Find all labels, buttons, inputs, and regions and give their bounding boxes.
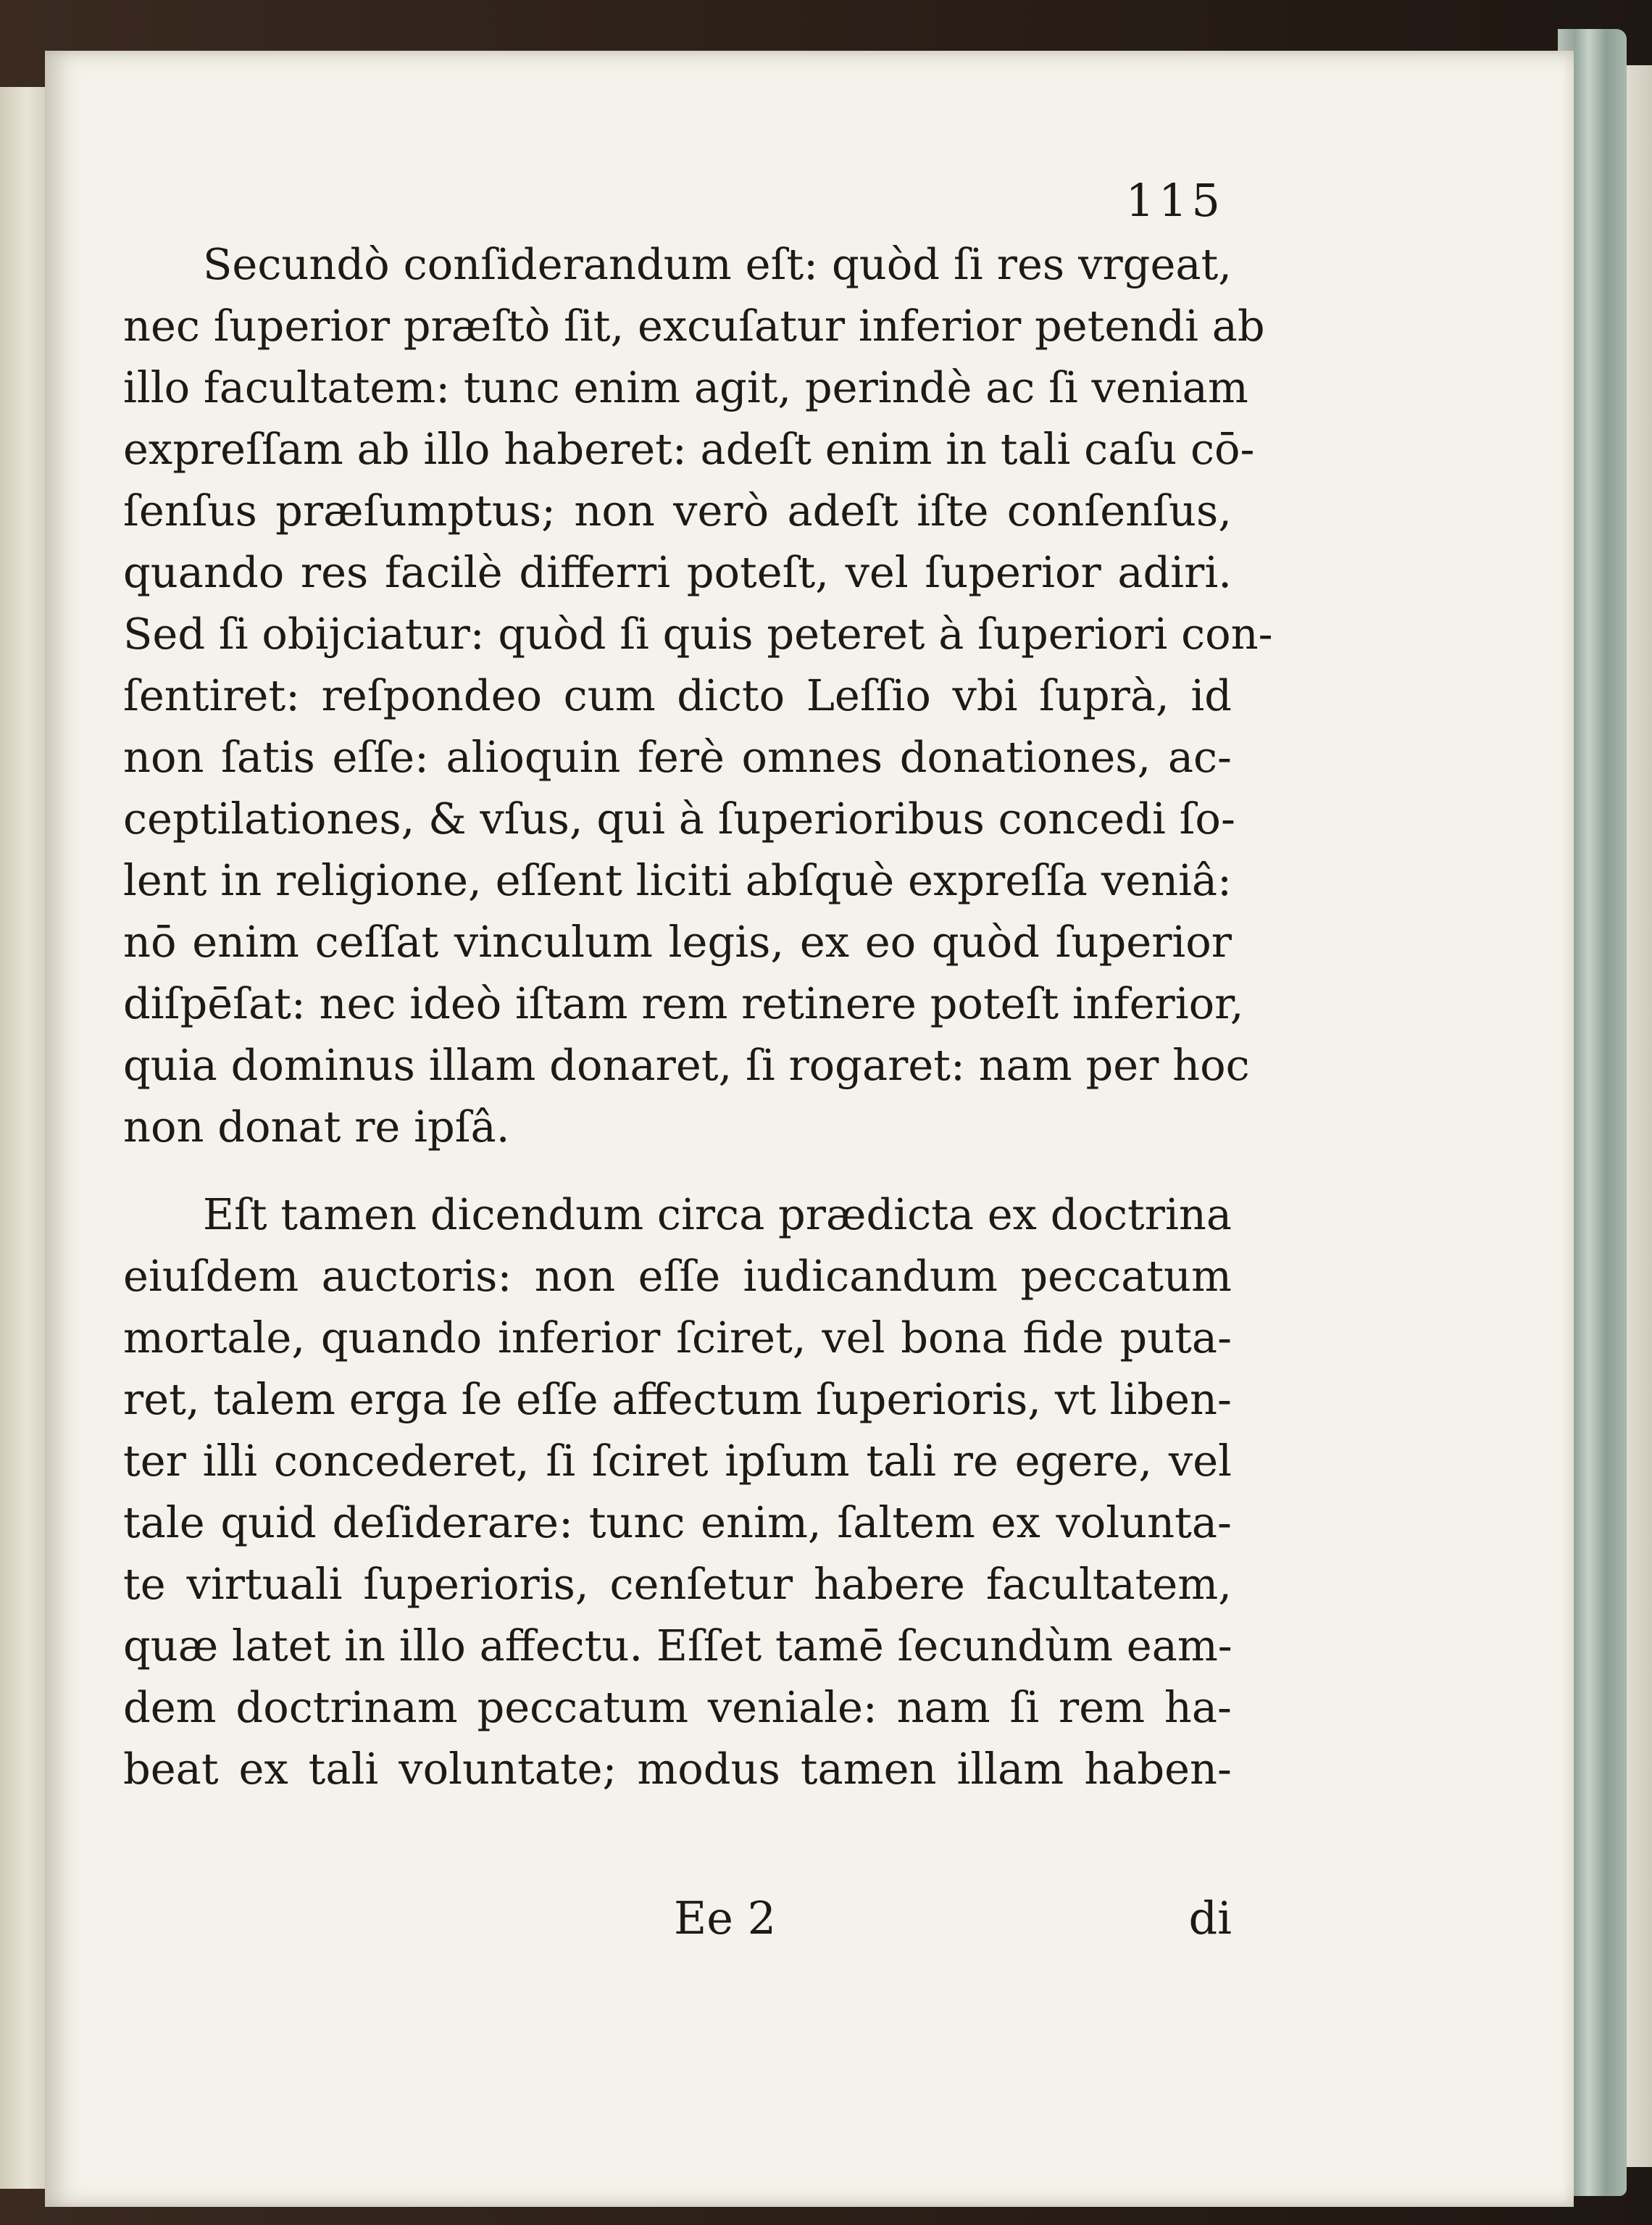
paragraph-1 [123,233,1273,1157]
text-line: ter illi concederet, ſi ſciret ipſum tali re egere, vel [123,1436,1232,1486]
text-line: beat ex tali voluntate; modus tamen illam haben- [123,1744,1232,1794]
paragraph-2 [123,1184,1232,1800]
text-line: tale quid deſiderare: tunc enim, ſaltem ex volunta- [123,1497,1232,1547]
text-line: te virtuali ſuperioris, cenſetur habere facultatem, [123,1559,1232,1609]
text-line: nō enim ceſſat vinculum legis, ex eo quòd ſuperior [123,917,1232,967]
signature-mark: Ee 2 [674,1892,777,1945]
text-line: expreſſam ab illo haberet: adeſt enim in tali caſu cō- [123,424,1255,474]
facing-page-edge [0,87,49,2189]
text-line: lent in religione, eſſent liciti abſquè expreſſa veniâ: [123,855,1232,905]
text-line: quia dominus illam donaret, ſi rogaret: nam per hoc [123,1040,1250,1090]
text-line: ſentiret: reſpondeo cum dicto Leſſio vbi ſuprà, id [123,670,1232,720]
text-line: Secundò conſiderandum eſt: quòd ſi res vrgeat, [203,239,1232,289]
text-line: diſpēſat: nec ideò iſtam rem retinere poteſt inferior, [123,978,1244,1028]
text-line: eiuſdem auctoris: non eſſe iudicandum peccatum [123,1251,1232,1301]
text-block [123,233,1273,1800]
text-line: quando res facilè differri poteſt, vel ſuperior adiri. [123,547,1232,597]
text-line: ceptilationes, & vſus, qui à ſuperioribus concedi ſo- [123,794,1235,844]
paragraph-gap [123,1157,1232,1184]
text-line: illo facultatem: tunc enim agit, perindè ac ſi veniam [123,362,1248,412]
text-line: non ſatis eſſe: alioquin ferè omnes donationes, ac- [123,732,1232,782]
text-line: Eſt tamen dicendum circa prædicta ex doctrina [203,1189,1232,1239]
text-line: ſenſus præſumptus; non verò adeſt iſte conſenſus, [123,486,1232,536]
text-line: mortale, quando inferior ſciret, vel bona fide puta- [123,1313,1232,1363]
text-line: dem doctrinam peccatum veniale: nam ſi rem ha- [123,1682,1232,1732]
page-number: 115 [1125,174,1225,227]
text-line: Sed ſi obijciatur: quòd ſi quis peteret à ſuperiori con- [123,609,1273,659]
text-line: ret, talem erga ſe eſſe affectum ſuperioris, vt liben- [123,1374,1232,1424]
text-line: nec ſuperior præſtò ſit, excuſatur inferior petendi ab [123,301,1265,351]
text-line: non donat re ipſâ. [123,1102,510,1152]
text-line: quæ latet in illo affectu. Eſſet tamē ſecundùm eam- [123,1621,1232,1671]
catchword: di [1188,1892,1232,1945]
